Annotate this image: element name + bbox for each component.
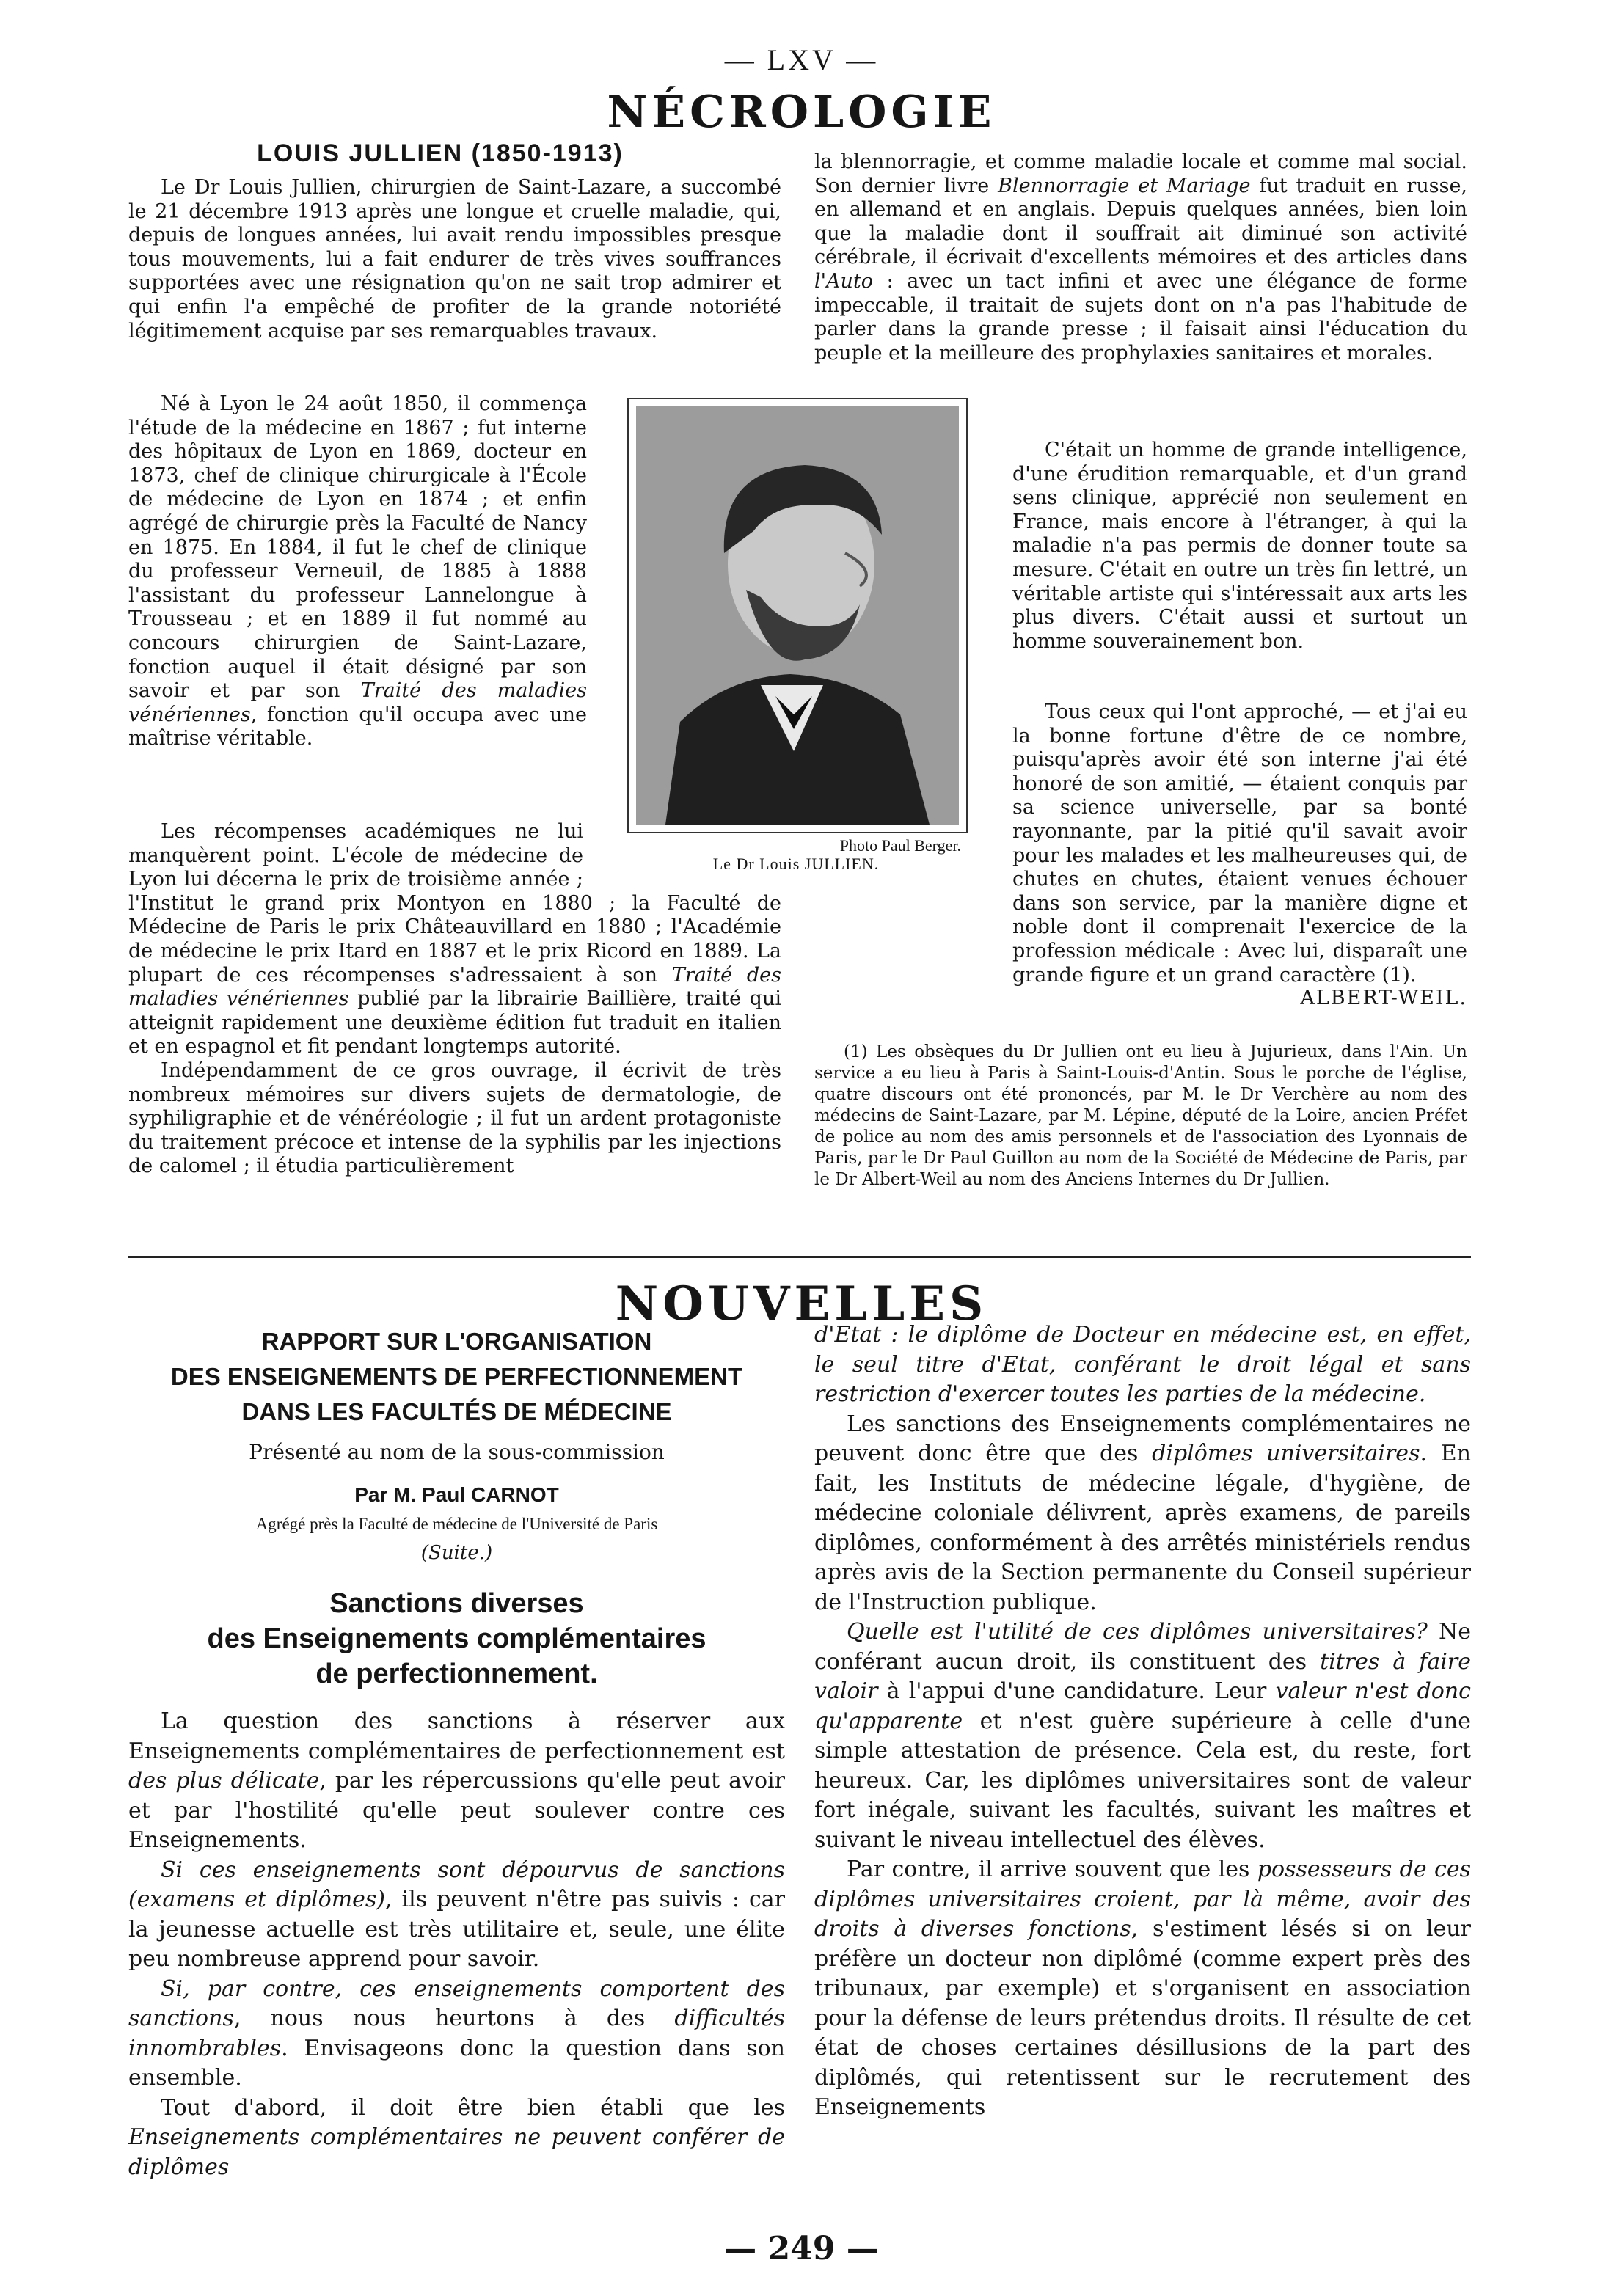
- necrology-right-narrow: [1012, 439, 1467, 654]
- presented-line: Présenté au nom de la sous-commission: [249, 1440, 665, 1464]
- necrology-left-narrow-column: [128, 392, 587, 751]
- paragraph: Les sanctions des Enseignements complémentaires ne peuvent donc être que des diplômes universitaires. En fait, les Instituts de médecine légale, d'hygiène, de médecine coloniale délivrent, après examens, de pareils diplômes, conformément à des arrêtés ministériels rendus après avis de la Section permanente du Conseil supérieur de l'Instruction publique.: [814, 1411, 1471, 1615]
- subsection-title: [128, 1586, 785, 1692]
- necrology-right-lower: [814, 701, 1467, 987]
- photo-caption: Le Dr Louis JULLIEN.: [712, 855, 880, 873]
- paragraph: Indépendamment de ce gros ouvrage, il écrivit de très nombreux mémoires sur divers sujets de dermatologie, de syphiligraphie et de vénéréologie ; il fut un ardent protagoniste du traitement précoce et intense de la syphilis par les injections de calomel ; il étudia particulièrement: [128, 1059, 781, 1178]
- necrology-right-upper: [814, 150, 1467, 365]
- paragraph: Le Dr Louis Jullien, chirurgien de Saint-Lazare, a succombé le 21 décembre 1913 après une longue et cruelle maladie, qui, depuis de longues années, lui avait rendu impossibles presque tous mouvements, lui a fait endurer de très vives souffrances supportées avec une résignation qu'on ne sait trop admirer et qui enfin l'a empêché de profiter de la grande notoriété légitimement acquise par ses remarquables travaux.: [128, 176, 781, 343]
- report-author: Par M. Paul CARNOT: [354, 1483, 559, 1506]
- report-title-line: RAPPORT SUR L'ORGANISATION: [261, 1328, 652, 1355]
- report-title-line: DES ENSEIGNEMENTS DE PERFECTIONNEMENT: [170, 1363, 743, 1390]
- paragraph: Quelle est l'utilité de ces diplômes universitaires? Ne conférant aucun droit, ils constituent des titres à faire valoir à l'appui d'une candidature. Leur valeur n'est donc qu'apparente et n'est guère supérieure à celle d'une simple attestation de présence. Cela est, du reste, fort heureux. Car, les diplômes universitaires sont de valeur fort inégale, suivant les facultés, suivant les maîtres et suivant le niveau intellectuel des élèves.: [814, 1619, 1471, 1853]
- article-title: LOUIS JULLIEN (1850-1913): [257, 139, 624, 167]
- photo-credit: Photo Paul Berger.: [839, 836, 961, 855]
- footnote: [814, 1042, 1467, 1191]
- book-title: Traité des maladies vénériennes: [128, 963, 781, 1011]
- section-title-nouvelles: NOUVELLES: [615, 1276, 988, 1331]
- paragraph: C'était un homme de grande intelligence, d'une érudition remarquable, et d'un grand sens clinique, apprécié non seulement en France, mais encore à l'étranger, à qui la maladie n'a pas permis de donner toute sa mesure. C'était en outre un très fin lettré, un véritable artiste qui s'intéressait aux arts les plus divers. C'était aussi et surtout un homme souverainement bon.: [1012, 439, 1467, 653]
- footnote-text: (1) Les obsèques du Dr Jullien ont eu lieu à Jujurieux, dans l'Ain. Un service a eu lieu à Paris à Saint-Louis-d'Antin. Sous le porche de l'église, quatre discours ont été prononcés, par M. le Dr Verchère au nom des médecins de Saint-Lazare, par M. Lépine, député de la Loire, ancien Préfet de police au nom des amis personnels et de l'association des Lyonnais de Paris, par le Dr Paul Guillon au nom de la Société de Médecine de Paris, par le Dr Albert-Weil au nom des Anciens Internes du Dr Jullien.: [814, 1042, 1467, 1189]
- newspaper-title: l'Auto: [814, 269, 874, 293]
- section-divider: [128, 1256, 1471, 1258]
- section-title-necrologie: NÉCROLOGIE: [607, 87, 996, 138]
- subsection-title-line: de perfectionnement.: [315, 1659, 598, 1689]
- paragraph: Les récompenses académiques ne lui manquèrent point. L'école de médecine de Lyon lui décerna le prix de troisième année ; l'Institut le grand prix Montyon en 1880 ; la Faculté de Médecine de Paris le prix Châteauvillard en 1880 ; l'Académie de médecine le prix Itard en 1887 et le prix Ricord en 1889. La plupart de ces récompenses s'adressaient à son Traité des maladies vénériennes publié par la librairie Baillière, traité qui atteignit rapidement une deuxième édition fut traduit en italien et en espagnol et fit pendant longtemps autorité.: [128, 820, 781, 1059]
- paragraph: Né à Lyon le 24 août 1850, il commença l'étude de la médecine en 1867 ; fut interne des hôpitaux de Lyon en 1869, docteur en 1873, chef de clinique chirurgicale à l'École de médecine de Lyon en 1874 ; et enfin agrégé de chirurgie près la Faculté de Nancy en 1875. En 1884, il fut le chef de clinique du professeur Verneuil, de 1885 à 1888 l'assistant du professeur Lannelongue à Trousseau ; et en 1889 il fut nommé au concours chirurgien de Saint-Lazare, fonction auquel il était désigné par son savoir et par son Traité des maladies vénériennes, fonction qu'il occupa avec une maîtrise véritable.: [128, 392, 587, 750]
- necrology-left-lower: [128, 820, 781, 1179]
- paragraph: d'Etat : le diplôme de Docteur en médecine est, en effet, le seul titre d'Etat, conférant le droit légal et sans restriction d'exercer toutes les parties de la médecine.: [814, 1322, 1471, 1407]
- suite-note: (Suite.): [420, 1542, 493, 1564]
- paragraph: Tout d'abord, il doit être bien établi que les Enseignements complémentaires ne peuvent conférer de diplômes: [128, 2094, 785, 2180]
- author-signature: ALBERT-WEIL.: [1300, 987, 1467, 1009]
- subsection-title-line: Sanctions diverses: [329, 1588, 584, 1619]
- paragraph: Si, par contre, ces enseignements comportent des sanctions, nous nous heurtons à des difficultés innombrables. Envisageons donc la question dans son ensemble.: [128, 1975, 785, 2091]
- book-title: Blennorragie et Mariage: [998, 174, 1251, 197]
- report-title: [128, 1324, 785, 1430]
- nouvelles-right-column: [814, 1320, 1471, 2123]
- paragraph: Par contre, il arrive souvent que les possesseurs de ces diplômes universitaires croient, par là même, avoir des droits à diverses fonctions, s'estiment lésés si on leur préfère un docteur non diplômé (comme expert près des tribunaux, par exemple) et s'organisent en association pour la défense de leurs prétendus droits. Il résulte de cet état de choses certaines désillusions de la part des diplômés, qui retentissent sur le recrutement des Enseignements: [814, 1857, 1472, 2120]
- author-affiliation: Agrégé près la Faculté de médecine de l'Université de Paris: [255, 1515, 658, 1533]
- page-folio: — LXV —: [724, 43, 879, 76]
- report-title-line: DANS LES FACULTÉS DE MÉDECINE: [241, 1398, 672, 1425]
- paragraph: Si ces enseignements sont dépourvus de sanctions (examens et diplômes), ils peuvent n'être pas suivis : car la jeunesse actuelle est très utilitaire et, seule, une élite peu nombreuse apprend pour savoir.: [128, 1857, 785, 1972]
- paragraph: Tous ceux qui l'ont approché, — et j'ai eu la bonne fortune d'être de ce nombre, puisqu'après avoir été son interne j'ai été honoré de son amitié, — étaient conquis par sa science universelle, par sa bonté rayonnante, par la pitié qu'il savait avoir pour les malades et les malheureuses qui, de chutes en chutes, étaient venues échouer dans son service, par la manière digne et noble dont il comprenait l'exercice de la profession médicale : Avec lui, disparaît une grande figure et un grand caractère (1).: [1012, 701, 1467, 987]
- necrology-left-column: [128, 176, 781, 343]
- page-number: — 249 —: [724, 2230, 879, 2267]
- book-title: Traité des maladies vénériennes: [128, 679, 587, 726]
- paragraph: la blennorragie, et comme maladie locale et comme mal social. Son dernier livre Blennorragie et Mariage fut traduit en russe, en allemand et en anglais. Depuis quelques années, bien loin que la maladie dont il souffrait ait diminué son activité cérébrale, il écrivait d'excellents mémoires et des articles dans l'Auto : avec un tact infini et avec une élégance de forme impeccable, il traitait de sujets dont on n'a pas l'habitude de parler dans la grande presse ; il faisait ainsi l'éducation du peuple et la meilleure des prophylaxies sanitaires et morales.: [814, 150, 1468, 365]
- paragraph: La question des sanctions à réserver aux Enseignements complémentaires de perfectionnement est des plus délicate, par les répercussions qu'elle peut avoir et par l'hostilité qu'elle peut soulever contre ces Enseignements.: [128, 1708, 785, 1853]
- nouvelles-left-column: [128, 1707, 785, 2182]
- subsection-title-line: des Enseignements complémentaires: [207, 1623, 706, 1654]
